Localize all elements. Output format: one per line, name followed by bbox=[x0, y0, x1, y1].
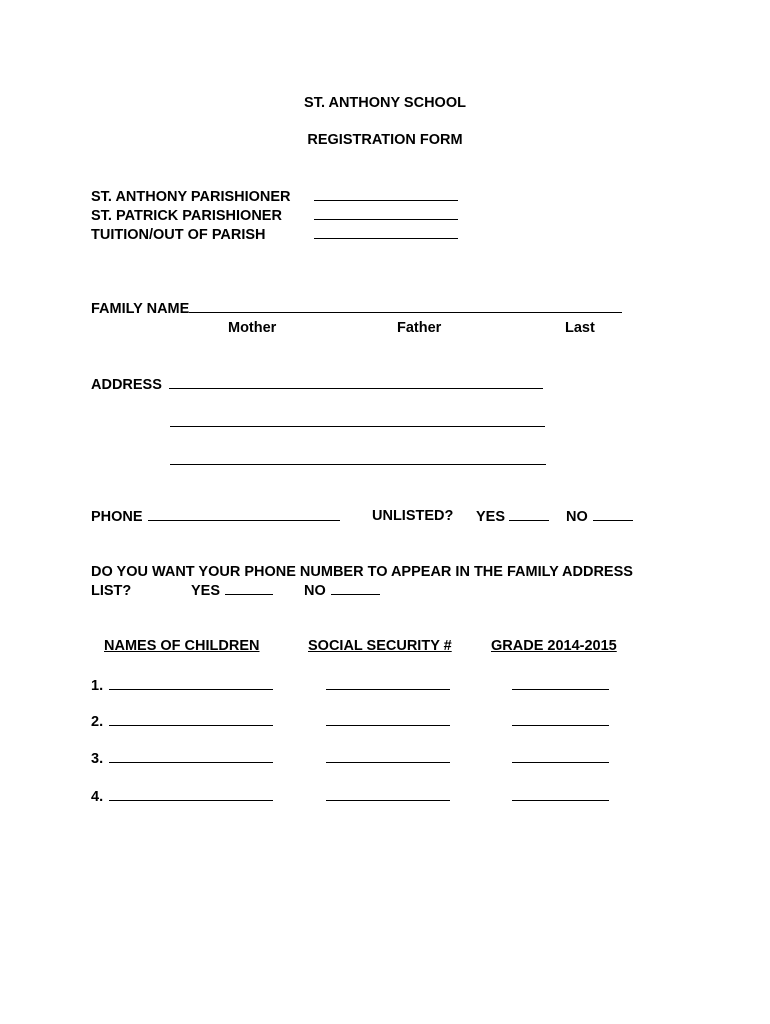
unlisted-label: UNLISTED? bbox=[372, 508, 454, 524]
address-line-2 bbox=[170, 413, 545, 432]
unlisted-yes bbox=[476, 507, 549, 526]
school-title: ST. ANTHONY SCHOOL bbox=[304, 95, 466, 111]
child-grade-blank[interactable] bbox=[512, 712, 609, 726]
unlisted-no-blank[interactable] bbox=[593, 507, 633, 521]
family-sublabel-mother: Mother bbox=[228, 320, 277, 336]
parish-status-blank[interactable] bbox=[314, 206, 458, 220]
parish-status-label: TUITION/OUT OF PARISH bbox=[91, 227, 266, 243]
child-row-number: 3. bbox=[91, 751, 104, 767]
child-name-blank[interactable] bbox=[109, 676, 273, 690]
child-grade-blank[interactable] bbox=[512, 787, 609, 801]
child-ssn-blank-wrap bbox=[326, 676, 450, 695]
directory-no-label: NO bbox=[304, 583, 326, 599]
child-ssn-blank[interactable] bbox=[326, 712, 450, 726]
child-ssn-blank-wrap bbox=[326, 787, 450, 806]
directory-no-blank[interactable] bbox=[331, 581, 380, 595]
directory-yes-blank[interactable] bbox=[225, 581, 273, 595]
child-ssn-blank-wrap bbox=[326, 749, 450, 768]
parish-status-row bbox=[91, 187, 458, 206]
child-row-number: 4. bbox=[91, 789, 104, 805]
form-title: REGISTRATION FORM bbox=[307, 132, 463, 148]
child-ssn-blank[interactable] bbox=[326, 749, 450, 763]
parish-status-blank[interactable] bbox=[314, 187, 458, 201]
address-row bbox=[91, 375, 543, 394]
child-name-blank[interactable] bbox=[109, 749, 273, 763]
phone-label: PHONE bbox=[91, 509, 143, 525]
children-header-names: NAMES OF CHILDREN bbox=[104, 638, 260, 654]
directory-question-line1: DO YOU WANT YOUR PHONE NUMBER TO APPEAR IN THE FAMILY ADDRESS bbox=[91, 564, 633, 580]
child-grade-blank-wrap bbox=[512, 749, 609, 768]
unlisted-yes-label: YES bbox=[476, 509, 506, 525]
parish-status-label: ST. PATRICK PARISHIONER bbox=[91, 208, 282, 224]
phone-row bbox=[91, 507, 340, 526]
child-row bbox=[91, 787, 273, 806]
child-grade-blank-wrap bbox=[512, 787, 609, 806]
family-sublabel-last: Last bbox=[565, 320, 595, 336]
directory-question-list-label: LIST? bbox=[91, 583, 132, 599]
family-name-blank[interactable] bbox=[189, 299, 622, 313]
unlisted-no-label: NO bbox=[566, 509, 588, 525]
child-name-blank[interactable] bbox=[109, 787, 273, 801]
family-sublabel-father: Father bbox=[397, 320, 442, 336]
child-row-number: 2. bbox=[91, 714, 104, 730]
address-blank-2[interactable] bbox=[170, 413, 545, 427]
family-name-row bbox=[91, 299, 622, 318]
children-header-ssn: SOCIAL SECURITY # bbox=[308, 638, 452, 654]
unlisted-yes-blank[interactable] bbox=[509, 507, 549, 521]
parish-status-label: ST. ANTHONY PARISHIONER bbox=[91, 189, 291, 205]
parish-status-row bbox=[91, 206, 458, 225]
address-blank-1[interactable] bbox=[169, 375, 543, 389]
child-row-number: 1. bbox=[91, 678, 104, 694]
unlisted-no bbox=[566, 507, 633, 526]
parish-status-row bbox=[91, 225, 458, 244]
address-line-3 bbox=[170, 451, 546, 470]
child-row bbox=[91, 712, 273, 731]
child-ssn-blank[interactable] bbox=[326, 676, 450, 690]
address-label: ADDRESS bbox=[91, 377, 162, 393]
child-name-blank[interactable] bbox=[109, 712, 273, 726]
family-name-label: FAMILY NAME bbox=[91, 301, 190, 317]
children-header-grade: GRADE 2014-2015 bbox=[491, 638, 617, 654]
child-row bbox=[91, 676, 273, 695]
parish-status-blank[interactable] bbox=[314, 225, 458, 239]
directory-question-line2 bbox=[91, 581, 380, 600]
phone-blank[interactable] bbox=[148, 507, 340, 521]
child-ssn-blank-wrap bbox=[326, 712, 450, 731]
child-grade-blank-wrap bbox=[512, 676, 609, 695]
child-ssn-blank[interactable] bbox=[326, 787, 450, 801]
child-row bbox=[91, 749, 273, 768]
directory-yes-label: YES bbox=[191, 583, 221, 599]
child-grade-blank[interactable] bbox=[512, 676, 609, 690]
child-grade-blank[interactable] bbox=[512, 749, 609, 763]
address-blank-3[interactable] bbox=[170, 451, 546, 465]
child-grade-blank-wrap bbox=[512, 712, 609, 731]
